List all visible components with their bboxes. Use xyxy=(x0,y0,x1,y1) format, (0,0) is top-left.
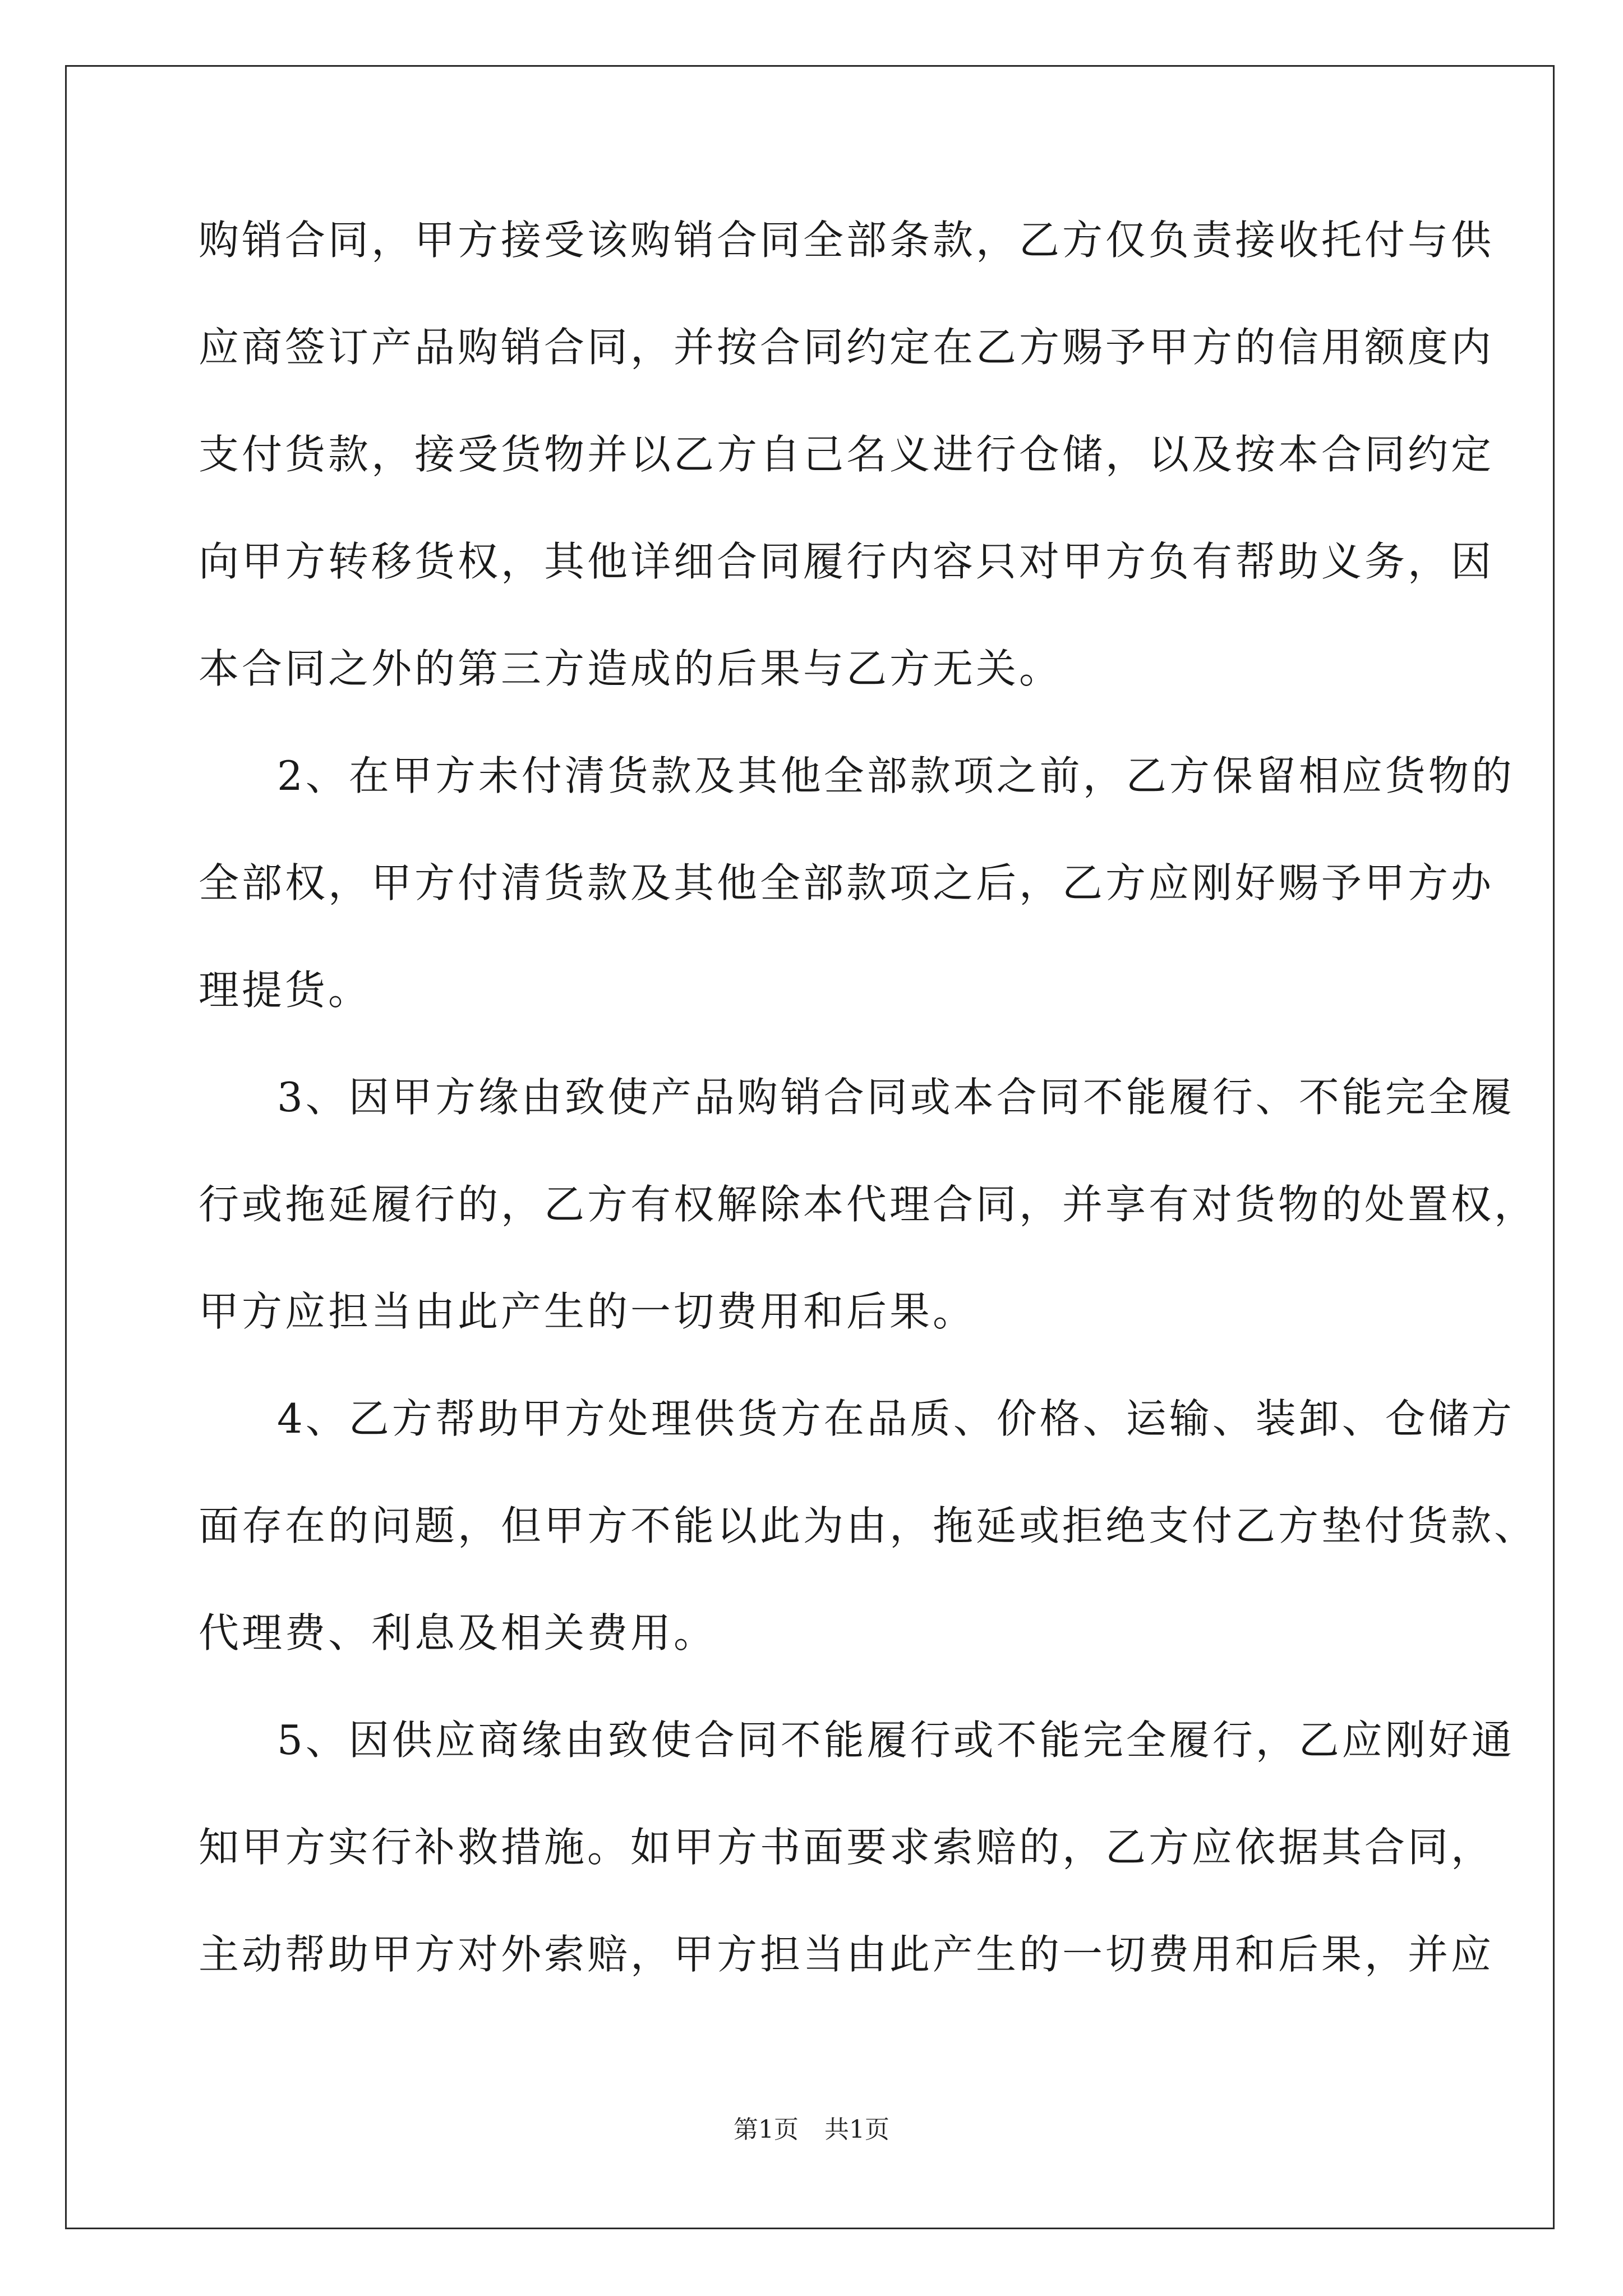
text-line: 知甲方实行补救措施。如甲方书面要求索赔的，乙方应依据其合同， xyxy=(199,1824,1495,1871)
text-line: 支付货款，接受货物并以乙方自己名义进行仓储，以及按本合同约定 xyxy=(199,431,1495,478)
text-line: 4、乙方帮助甲方处理供货方在品质、价格、运输、装卸、仓储方 xyxy=(277,1395,1515,1442)
paragraph-3 xyxy=(199,1070,1538,1338)
paragraph-5 xyxy=(199,1713,1515,1981)
page-number: 第1页 xyxy=(734,2115,799,2144)
text-line: 主动帮助甲方对外索赔，甲方担当由此产生的一切费用和后果，并应 xyxy=(199,1931,1495,1978)
paragraph-2 xyxy=(199,749,1515,1017)
page-total: 共1页 xyxy=(824,2115,889,2144)
text-line: 向甲方转移货权，其他详细合同履行内容只对甲方负有帮助义务，因 xyxy=(199,538,1495,585)
paragraph-4 xyxy=(199,1392,1538,1660)
document-body xyxy=(199,213,1538,2035)
text-line: 行或拖延履行的，乙方有权解除本代理合同，并享有对货物的处置权， xyxy=(199,1181,1538,1228)
text-line: 应商签订产品购销合同，并按合同约定在乙方赐予甲方的信用额度内 xyxy=(199,324,1495,371)
text-line: 理提货。 xyxy=(199,967,372,1014)
paragraph-1 xyxy=(199,213,1495,696)
text-line: 3、因甲方缘由致使产品购销合同或本合同不能履行、不能完全履 xyxy=(277,1074,1515,1121)
text-line: 购销合同，甲方接受该购销合同全部条款，乙方仅负责接收托付与供 xyxy=(199,217,1495,264)
text-line: 全部权，甲方付清货款及其他全部款项之后，乙方应刚好赐予甲方办 xyxy=(199,859,1495,907)
text-line: 代理费、利息及相关费用。 xyxy=(199,1609,717,1657)
text-line: 本合同之外的第三方造成的后果与乙方无关。 xyxy=(199,645,1063,692)
text-line: 5、因供应商缘由致使合同不能履行或不能完全履行，乙应刚好通 xyxy=(277,1717,1515,1764)
page-footer xyxy=(0,2109,1623,2145)
text-line: 面存在的问题，但甲方不能以此为由，拖延或拒绝支付乙方垫付货款、 xyxy=(199,1502,1538,1549)
text-line: 甲方应担当由此产生的一切费用和后果。 xyxy=(199,1288,976,1335)
text-line: 2、在甲方未付清货款及其他全部款项之前，乙方保留相应货物的 xyxy=(277,752,1515,799)
